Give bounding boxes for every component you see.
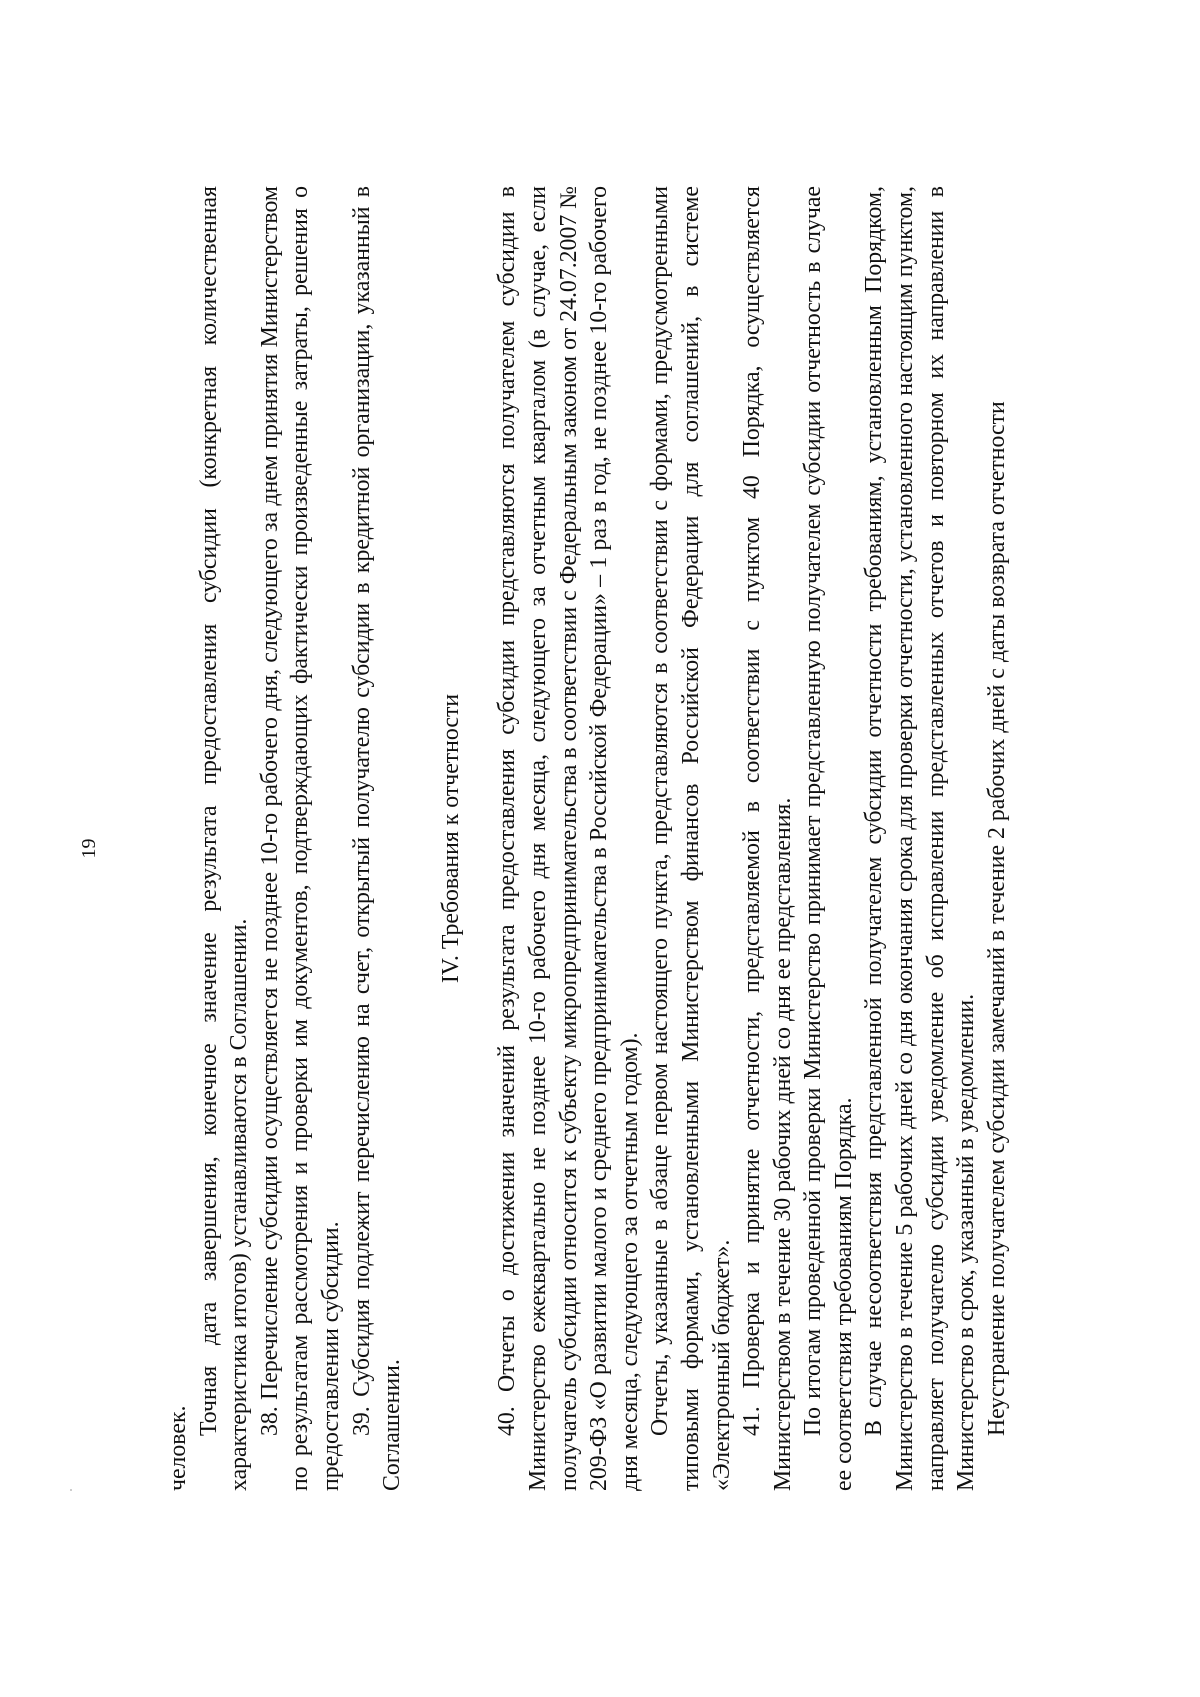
paragraph-39: 39. Субсидия подлежит перечислению на счет, открытый получателю субсидии в кредитной организации, указанный в Соглашении. — [348, 186, 406, 1491]
paragraph-38: 38. Перечисление субсидии осуществляется не позднее 10-го рабочего дня, следующего за днем принятия Министерством по результатам рассмотрения и проверки им документов, подтверждающих фактически произведенные затраты, решения о предоставлении субсидии. — [256, 186, 344, 1491]
paragraph-41-nonconformity: В случае несоответствия представленной получателем субсидии отчетности требованиям, установленным Порядком, Министерство в течение 5 рабочих дней со дня окончания срока для проверки отчетности, установленного настоящим пунктом, направляет получателю субсидии уведомление об исправлении представленных отчетов и повторном их направлении в Министерство в срок, указанный в уведомлении. — [861, 186, 980, 1491]
paragraph-40: 40. Отчеты о достижении значений результата предоставления субсидии представляются получателем субсидии в Министерство ежеквартально не позднее 10-го рабочего дня месяца, следующего за отчетным кварталом (в случае, если получатель субсидии относится к субъекту микропредпринимательства в соответствии с Федеральным законом от 24.07.2007 № 209-ФЗ «О развитии малого и среднего предпринимательства в Российской Федерации» – 1 раз в год, не позднее 10-го рабочего дня месяца, следующего за отчетным годом). — [494, 186, 643, 1491]
paragraph-continuation: человек. — [165, 1405, 191, 1491]
paragraph-completion-date: Точная дата завершения, конечное значение результата предоставления субсидии (конкретная количественная характеристика итогов) устанавливаются в Соглашении. — [195, 186, 253, 1491]
paragraph-41-failure: Неустранение получателем субсидии замечаний в течение 2 рабочих дней с даты возврата отчетности — [983, 401, 1010, 1436]
paragraph-40-reports: Отчеты, указанные в абзаце первом настоящего пункта, представляются в соответствии с формами, предусмотренными типовыми формами, установленными Министерством финансов Российской Федерации для соглашений, в системе «Электронный бюджет». — [647, 186, 735, 1491]
paragraph-41: 41. Проверка и принятие отчетности, представляемой в соответствии с пунктом 40 Порядка, осуществляется Министерством в течение 30 рабочих дней со дня ее представления. — [739, 186, 796, 1491]
document-body — [163, 186, 1012, 1491]
paragraph-41-results: По итогам проведенной проверки Министерство принимает представленную получателем субсидии отчетность в случае ее соответствия требованиям Порядка. — [800, 186, 857, 1491]
section-heading-iv: IV. Требования к отчетности — [437, 693, 464, 984]
page-number: 19 — [78, 838, 100, 859]
scan-speck — [70, 1489, 72, 1491]
